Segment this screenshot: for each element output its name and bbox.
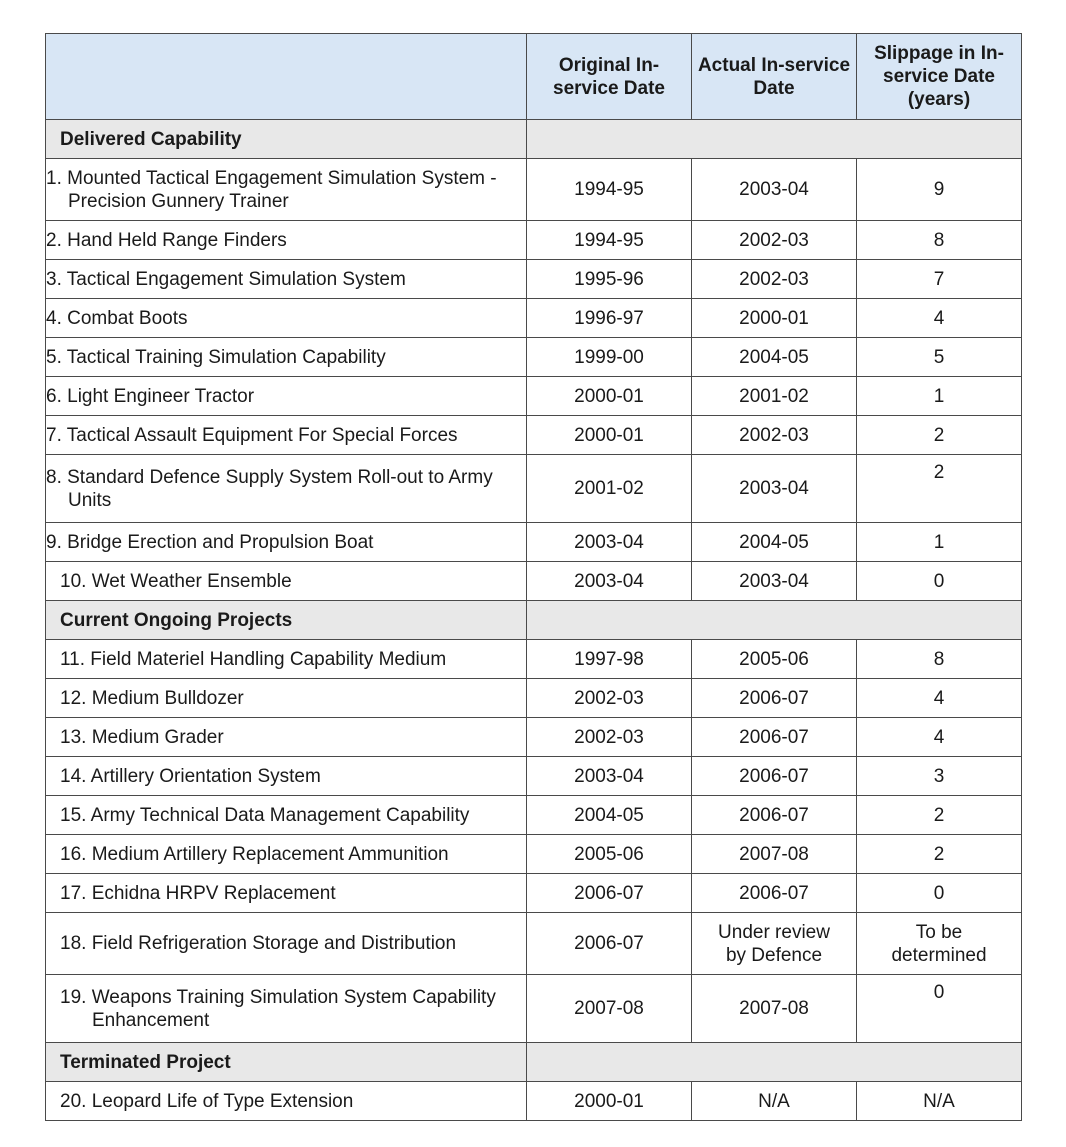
table-body xyxy=(46,120,1022,1121)
original-date-cell: 2001-02 xyxy=(527,455,692,523)
cell-text-line: To be xyxy=(915,921,963,943)
project-name-cell xyxy=(46,874,527,913)
actual-date-cell: 2006-07 xyxy=(692,718,857,757)
header-blank-cell xyxy=(46,34,527,120)
original-date-cell: 1994-95 xyxy=(527,159,692,221)
project-name: 8. Standard Defence Supply System Roll-out to Army Units xyxy=(46,466,493,511)
project-name: 16. Medium Artillery Replacement Ammunition xyxy=(60,843,449,865)
header-actual-line: Date xyxy=(753,77,795,99)
project-name-cell xyxy=(46,975,527,1043)
original-date-cell: 2007-08 xyxy=(527,975,692,1043)
original-date-cell: 2003-04 xyxy=(527,757,692,796)
header-original-line: Original xyxy=(558,54,631,76)
section-blank-cell xyxy=(527,601,1022,640)
header-original-line: Date xyxy=(623,77,665,99)
header-actual-date xyxy=(692,34,857,120)
project-name: 5. Tactical Training Simulation Capability xyxy=(46,346,386,368)
project-name-cell xyxy=(46,835,527,874)
table-row xyxy=(46,523,1022,562)
original-date-cell: 1997-98 xyxy=(527,640,692,679)
slippage-cell xyxy=(857,913,1022,975)
project-name-cell xyxy=(46,159,527,221)
original-date-cell: 1999-00 xyxy=(527,338,692,377)
actual-date-cell: 2006-07 xyxy=(692,757,857,796)
slippage-cell: 2 xyxy=(857,416,1022,455)
table-row xyxy=(46,975,1022,1043)
slippage-cell: 8 xyxy=(857,221,1022,260)
slippage-cell: 1 xyxy=(857,523,1022,562)
project-name: 20. Leopard Life of Type Extension xyxy=(60,1090,354,1112)
project-name: 9. Bridge Erection and Propulsion Boat xyxy=(46,531,374,553)
project-name-cell xyxy=(46,455,527,523)
slippage-cell: 4 xyxy=(857,679,1022,718)
header-slippage-line: In-service xyxy=(883,43,1004,87)
section-title: Terminated Project xyxy=(46,1043,527,1082)
project-name: 17. Echidna HRPV Replacement xyxy=(60,882,336,904)
project-name-cell xyxy=(46,718,527,757)
table-row xyxy=(46,159,1022,221)
actual-date-cell: 2003-04 xyxy=(692,455,857,523)
slippage-cell: 7 xyxy=(857,260,1022,299)
project-name: 6. Light Engineer Tractor xyxy=(46,385,255,407)
actual-date-cell: 2006-07 xyxy=(692,679,857,718)
header-slippage-line: Date (years) xyxy=(907,66,995,110)
section-title: Delivered Capability xyxy=(46,120,527,159)
actual-date-cell: 2001-02 xyxy=(692,377,857,416)
actual-date-cell: 2002-03 xyxy=(692,416,857,455)
section-header-row xyxy=(46,601,1022,640)
project-name-cell xyxy=(46,299,527,338)
actual-date-cell: 2003-04 xyxy=(692,159,857,221)
project-name: 13. Medium Grader xyxy=(60,726,224,748)
actual-date-cell: 2006-07 xyxy=(692,874,857,913)
header-slippage-line: Slippage in xyxy=(874,43,976,64)
slippage-cell: 5 xyxy=(857,338,1022,377)
slippage-cell: 8 xyxy=(857,640,1022,679)
slippage-cell: 0 xyxy=(857,562,1022,601)
original-date-cell: 2000-01 xyxy=(527,1082,692,1121)
original-date-cell: 2000-01 xyxy=(527,377,692,416)
actual-date-cell: 2006-07 xyxy=(692,796,857,835)
project-name: 2. Hand Held Range Finders xyxy=(46,229,287,251)
table-row xyxy=(46,640,1022,679)
header-slippage xyxy=(857,34,1022,120)
project-name-cell xyxy=(46,796,527,835)
project-name: 3. Tactical Engagement Simulation System xyxy=(46,268,406,290)
project-name-cell xyxy=(46,1082,527,1121)
table-header-row xyxy=(46,34,1022,120)
actual-date-cell: 2002-03 xyxy=(692,260,857,299)
table-row xyxy=(46,221,1022,260)
actual-date-cell: 2000-01 xyxy=(692,299,857,338)
project-name: 10. Wet Weather Ensemble xyxy=(60,570,292,592)
project-name-cell xyxy=(46,260,527,299)
actual-date-cell: 2002-03 xyxy=(692,221,857,260)
section-header-row xyxy=(46,120,1022,159)
original-date-cell: 2006-07 xyxy=(527,913,692,975)
actual-date-cell: 2004-05 xyxy=(692,338,857,377)
table-row xyxy=(46,455,1022,523)
project-name: 1. Mounted Tactical Engagement Simulation System - Precision Gunnery Trainer xyxy=(46,167,497,212)
project-name-cell xyxy=(46,757,527,796)
actual-date-cell: 2004-05 xyxy=(692,523,857,562)
header-original-date xyxy=(527,34,692,120)
table-row xyxy=(46,260,1022,299)
table-row xyxy=(46,1082,1022,1121)
table-row xyxy=(46,338,1022,377)
project-name-cell xyxy=(46,913,527,975)
actual-date-cell: 2007-08 xyxy=(692,975,857,1043)
project-name-cell xyxy=(46,377,527,416)
actual-date-cell: 2005-06 xyxy=(692,640,857,679)
slippage-cell: 0 xyxy=(857,975,1022,1043)
slippage-cell: 2 xyxy=(857,455,1022,523)
slippage-cell: 4 xyxy=(857,299,1022,338)
in-service-slippage-table xyxy=(45,33,1022,1121)
table-row xyxy=(46,377,1022,416)
original-date-cell: 2003-04 xyxy=(527,562,692,601)
original-date-cell: 2005-06 xyxy=(527,835,692,874)
cell-text-line: Under review xyxy=(718,921,830,943)
section-title: Current Ongoing Projects xyxy=(46,601,527,640)
section-blank-cell xyxy=(527,1043,1022,1082)
project-name-cell xyxy=(46,523,527,562)
original-date-cell: 1995-96 xyxy=(527,260,692,299)
slippage-cell: 0 xyxy=(857,874,1022,913)
project-name-cell xyxy=(46,562,527,601)
actual-date-cell: N/A xyxy=(692,1082,857,1121)
project-name: 18. Field Refrigeration Storage and Distribution xyxy=(60,933,457,954)
cell-text-line: determined xyxy=(891,944,987,966)
project-name-cell xyxy=(46,221,527,260)
table-row xyxy=(46,874,1022,913)
slippage-cell: N/A xyxy=(857,1082,1022,1121)
original-date-cell: 2003-04 xyxy=(527,523,692,562)
original-date-cell: 2002-03 xyxy=(527,679,692,718)
project-name: 19. Weapons Training Simulation System Capability Enhancement xyxy=(60,986,496,1031)
slippage-cell: 9 xyxy=(857,159,1022,221)
slippage-cell: 2 xyxy=(857,796,1022,835)
header-actual-line: Actual xyxy=(697,54,757,76)
cell-text-line: by Defence xyxy=(725,944,823,966)
project-name-cell xyxy=(46,679,527,718)
project-name: 4. Combat Boots xyxy=(46,307,188,329)
header-original-line: In-service xyxy=(553,54,660,99)
table-row xyxy=(46,718,1022,757)
section-header-row xyxy=(46,1043,1022,1082)
project-name: 7. Tactical Assault Equipment For Special Forces xyxy=(46,424,458,446)
project-name: 11. Field Materiel Handling Capability Medium xyxy=(60,648,447,670)
actual-date-cell: 2003-04 xyxy=(692,562,857,601)
original-date-cell: 2002-03 xyxy=(527,718,692,757)
original-date-cell: 1996-97 xyxy=(527,299,692,338)
original-date-cell: 2004-05 xyxy=(527,796,692,835)
slippage-cell: 3 xyxy=(857,757,1022,796)
project-name: 12. Medium Bulldozer xyxy=(60,687,244,709)
project-name: 15. Army Technical Data Management Capability xyxy=(60,804,470,826)
section-blank-cell xyxy=(527,120,1022,159)
project-name-cell xyxy=(46,338,527,377)
project-name: 14. Artillery Orientation System xyxy=(60,765,321,787)
table-row xyxy=(46,416,1022,455)
actual-date-cell: 2007-08 xyxy=(692,835,857,874)
table-row xyxy=(46,299,1022,338)
table-row xyxy=(46,679,1022,718)
original-date-cell: 2000-01 xyxy=(527,416,692,455)
original-date-cell: 2006-07 xyxy=(527,874,692,913)
project-name-cell xyxy=(46,416,527,455)
slippage-cell: 1 xyxy=(857,377,1022,416)
header-actual-line: In-service xyxy=(761,54,851,76)
slippage-cell: 2 xyxy=(857,835,1022,874)
table-row xyxy=(46,757,1022,796)
slippage-cell: 4 xyxy=(857,718,1022,757)
table-row xyxy=(46,562,1022,601)
project-name-cell xyxy=(46,640,527,679)
table-row xyxy=(46,796,1022,835)
table-row xyxy=(46,913,1022,975)
original-date-cell: 1994-95 xyxy=(527,221,692,260)
table-row xyxy=(46,835,1022,874)
actual-date-cell xyxy=(692,913,857,975)
